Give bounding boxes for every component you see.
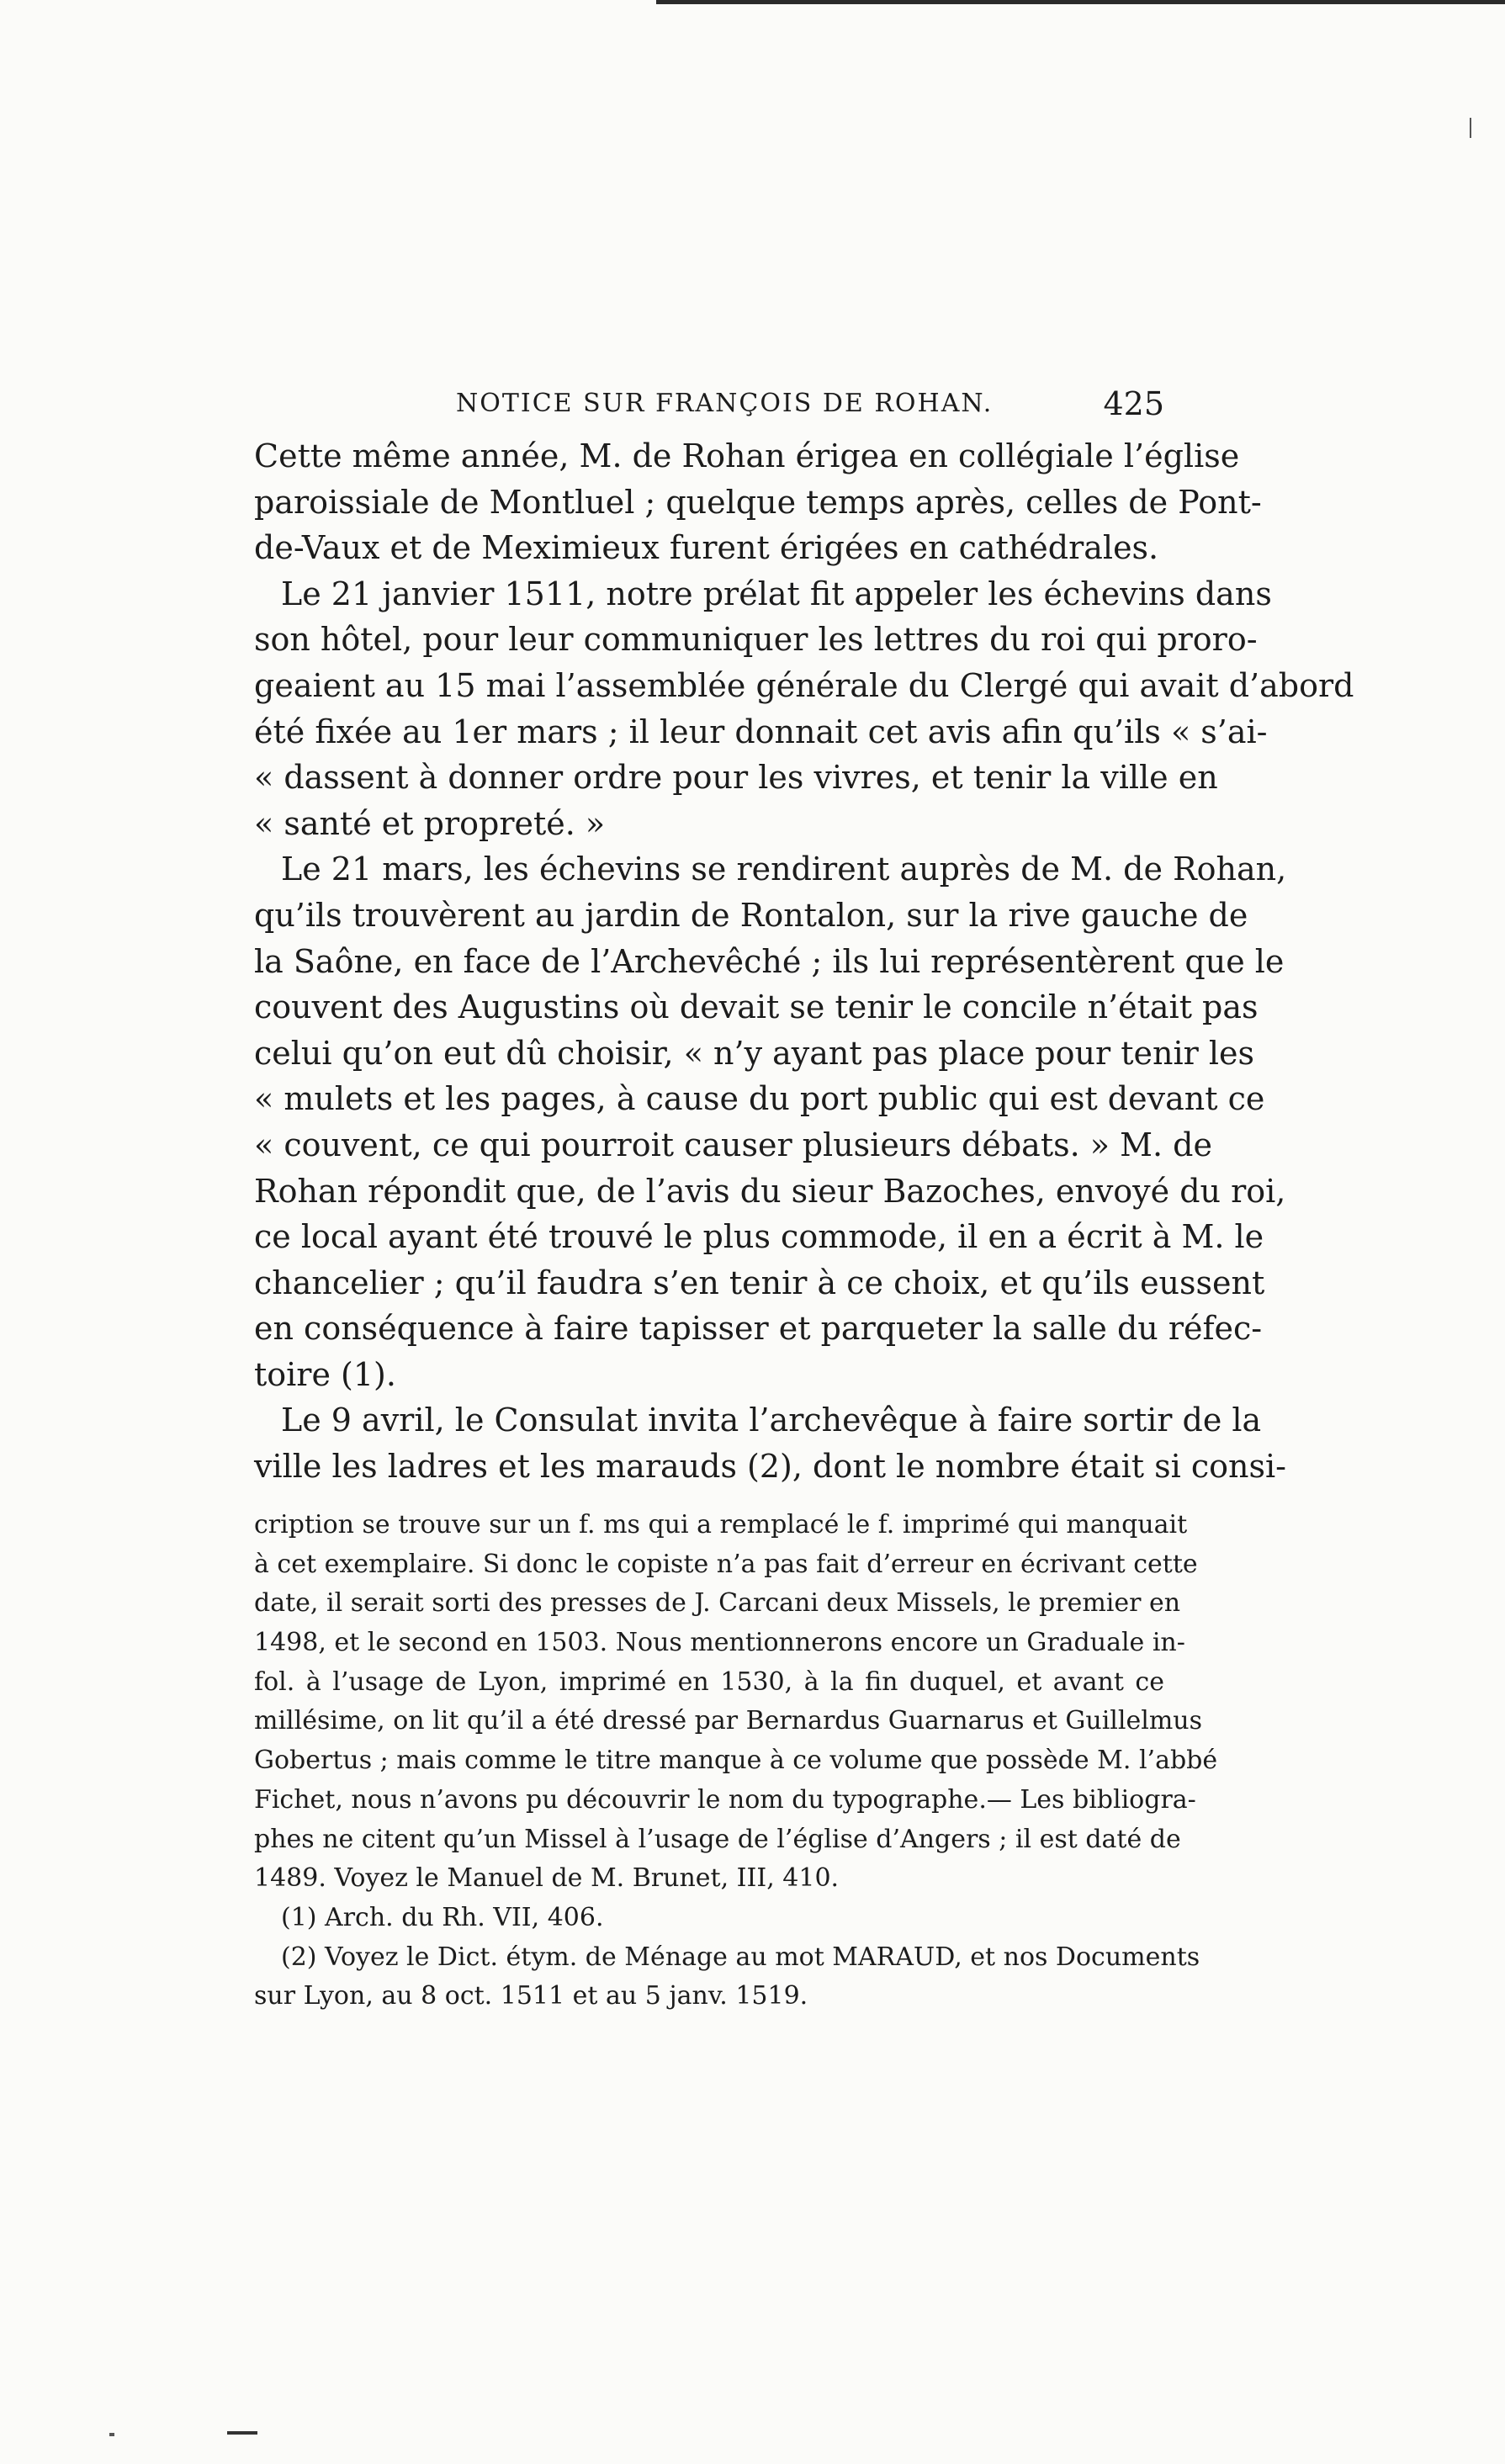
body-line: Rohan répondit que, de l’avis du sieur Bazoches, envoyé du roi, bbox=[254, 1172, 1286, 1210]
footnote-line: 1498, et le second en 1503. Nous mentionnerons encore un Graduale in- bbox=[254, 1628, 1185, 1658]
footnote-line: phes ne citent qu’un Missel à l’usage de l’église d’Angers ; il est daté de bbox=[254, 1824, 1181, 1854]
body-line: la Saône, en face de l’Archevêché ; ils lui représentèrent que le bbox=[254, 942, 1285, 980]
body-line: celui qu’on eut dû choisir, « n’y ayant pas place pour tenir les bbox=[254, 1034, 1254, 1072]
body-line: qu’ils trouvèrent au jardin de Rontalon, sur la rive gauche de bbox=[254, 896, 1248, 934]
body-line: de-Vaux et de Meximieux furent érigées en cathédrales. bbox=[254, 529, 1159, 567]
footnote-2: (2) Voyez le Dict. étym. de Ménage au mot MARAUD, et nos Documents bbox=[281, 1942, 1200, 1972]
body-line: été fixée au 1er mars ; il leur donnait cet avis afin qu’ils « s’ai- bbox=[254, 713, 1268, 750]
body-line: Le 21 mars, les échevins se rendirent auprès de M. de Rohan, bbox=[281, 850, 1287, 888]
body-line: en conséquence à faire tapisser et parqueter la salle du réfec- bbox=[254, 1310, 1263, 1348]
margin-mark bbox=[1470, 118, 1471, 138]
body-line: ce local ayant été trouvé le plus commode, il en a écrit à M. le bbox=[254, 1218, 1264, 1256]
margin-mark bbox=[109, 2433, 114, 2436]
footnote-line: millésime, on lit qu’il a été dressé par Bernardus Guarnarus et Guillelmus bbox=[254, 1706, 1202, 1736]
body-line: « dassent à donner ordre pour les vivres, et tenir la ville en bbox=[254, 759, 1218, 797]
running-head-title: NOTICE SUR FRANÇOIS DE ROHAN. bbox=[456, 389, 994, 418]
footnote-line: à cet exemplaire. Si donc le copiste n’a pas fait d’erreur en écrivant cette bbox=[254, 1549, 1198, 1579]
margin-mark bbox=[227, 2431, 257, 2435]
body-line: ville les ladres et les marauds (2), dont le nombre était si consi- bbox=[254, 1448, 1286, 1486]
footnote-line: date, il serait sorti des presses de J. Carcani deux Missels, le premier en bbox=[254, 1588, 1181, 1619]
body-line: geaient au 15 mai l’assemblée générale du Clergé qui avait d’abord bbox=[254, 666, 1354, 704]
body-line: paroissiale de Montluel ; quelque temps après, celles de Pont- bbox=[254, 483, 1262, 521]
footnote-line: sur Lyon, au 8 oct. 1511 et au 5 janv. 1519. bbox=[254, 1981, 808, 2011]
body-line: couvent des Augustins où devait se tenir le concile n’était pas bbox=[254, 988, 1259, 1026]
top-edge-rule bbox=[656, 0, 1505, 4]
body-line: chancelier ; qu’il faudra s’en tenir à ce choix, et qu’ils eussent bbox=[254, 1264, 1265, 1301]
body-line: « santé et propreté. » bbox=[254, 804, 606, 842]
footnotes bbox=[254, 1506, 1218, 2016]
footnote-line: Fichet, nous n’avons pu découvrir le nom du typographe.— Les bibliogra- bbox=[254, 1784, 1196, 1815]
body-line: Le 21 janvier 1511, notre prélat fit appeler les échevins dans bbox=[281, 575, 1272, 612]
footnote-1: (1) Arch. du Rh. VII, 406. bbox=[281, 1902, 604, 1932]
body-line: son hôtel, pour leur communiquer les lettres du roi qui proro- bbox=[254, 621, 1258, 659]
body-line: Le 9 avril, le Consulat invita l’archevêque à faire sortir de la bbox=[281, 1402, 1262, 1439]
body-line: Cette même année, M. de Rohan érigea en collégiale l’église bbox=[254, 437, 1240, 474]
body-line: toire (1). bbox=[254, 1355, 396, 1393]
footnote-line: 1489. Voyez le Manuel de M. Brunet, III, 410. bbox=[254, 1863, 840, 1894]
footnote-line: cription se trouve sur un f. ms qui a remplacé le f. imprimé qui manquait bbox=[254, 1510, 1188, 1539]
footnote-line: Gobertus ; mais comme le titre manque à ce volume que possède M. l’abbé bbox=[254, 1746, 1218, 1776]
body-line: « couvent, ce qui pourroit causer plusieurs débats. » M. de bbox=[254, 1126, 1212, 1163]
running-head bbox=[254, 383, 1164, 425]
body-line: « mulets et les pages, à cause du port public qui est devant ce bbox=[254, 1080, 1265, 1118]
footnote-line: fol. à l’usage de Lyon, imprimé en 1530, à la fin duquel, et avant ce bbox=[254, 1667, 1164, 1697]
page-number: 425 bbox=[1103, 385, 1164, 422]
body-text bbox=[254, 433, 1354, 1490]
